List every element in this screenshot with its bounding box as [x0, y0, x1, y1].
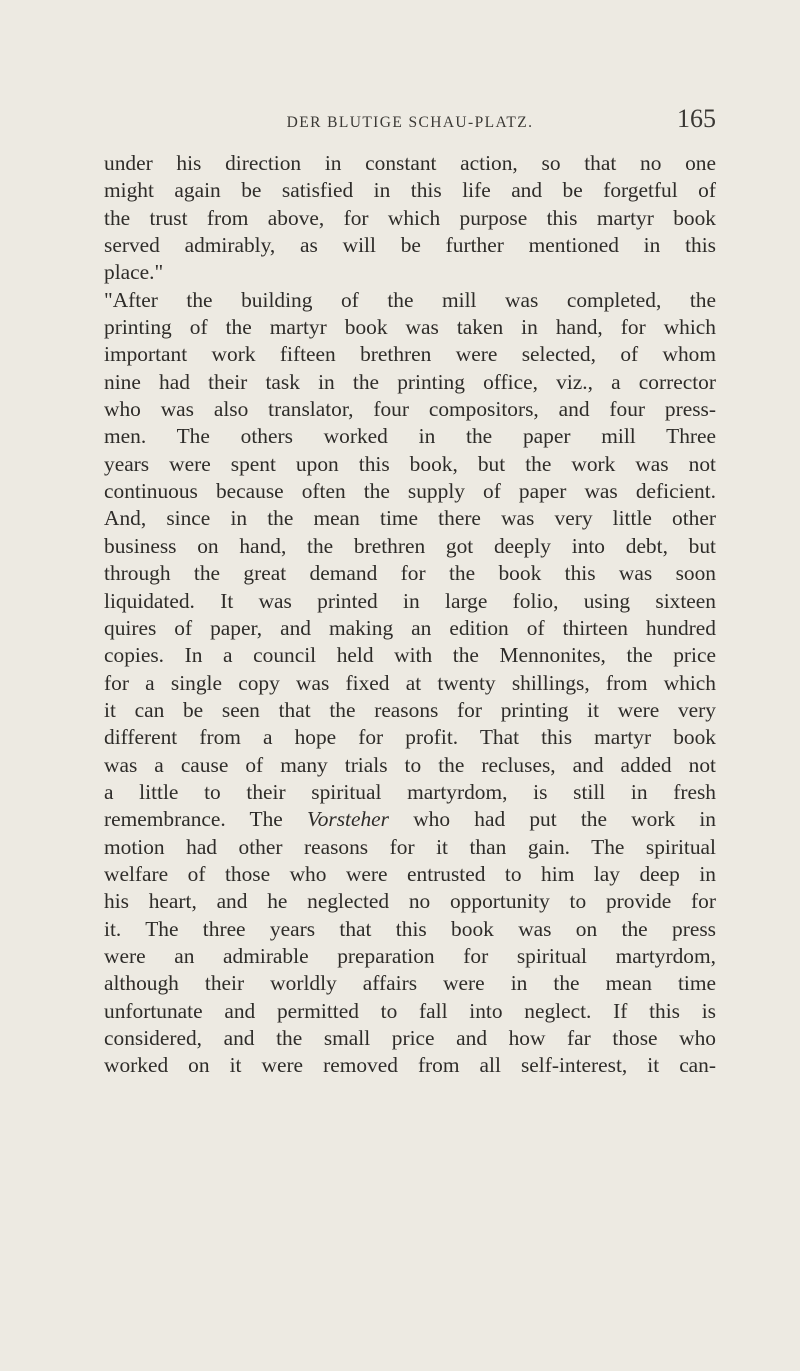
text-line: considered, and the small price and how far those who — [104, 1026, 716, 1050]
text-line: place." — [104, 260, 164, 285]
text-line: who was also translator, four compositors, and four press- — [104, 397, 716, 422]
text-line: continuous because often the supply of paper was deficient. — [104, 479, 716, 504]
text-line: was a cause of many trials to the recluses, and added not — [104, 752, 716, 777]
page-number: 165 — [677, 104, 716, 133]
text-line: And, since in the mean time there was very little other — [104, 506, 716, 531]
text-segment: remembrance. The — [104, 807, 283, 832]
text-line: "After the building of the mill was completed, the — [104, 287, 716, 312]
text-line: it. The three years that this book was on the press — [104, 916, 716, 941]
body-text — [104, 150, 716, 1080]
text-line: copies. In a council held with the Mennonites, the price — [104, 643, 716, 668]
text-line-with-italic — [104, 806, 716, 833]
text-line: served admirably, as will be further mentioned in this — [104, 233, 716, 258]
text-line: worked on it were removed from all self-interest, it can- — [104, 1053, 716, 1078]
running-title: DER BLUTIGE SCHAU-PLATZ. — [286, 114, 534, 131]
text-line: through the great demand for the book this was soon — [104, 561, 716, 586]
text-line: were an admirable preparation for spiritual martyrdom, — [104, 943, 716, 968]
text-line: the trust from above, for which purpose this martyr book — [104, 205, 716, 230]
text-line: printing of the martyr book was taken in hand, for which — [104, 315, 716, 340]
text-line: welfare of those who were entrusted to him lay deep in — [104, 861, 716, 886]
text-segment: who had put the work in — [413, 807, 716, 832]
text-line: nine had their task in the printing office, viz., a corrector — [104, 369, 716, 394]
text-line: it can be seen that the reasons for printing it were very — [104, 697, 716, 722]
text-line: might again be satisfied in this life and be forgetful of — [104, 178, 716, 203]
text-line: for a single copy was fixed at twenty shillings, from which — [104, 670, 716, 695]
text-line: his heart, and he neglected no opportunity to provide for — [104, 889, 716, 914]
text-line: men. The others worked in the paper mill Three — [104, 424, 716, 449]
text-line: liquidated. It was printed in large folio, using sixteen — [104, 588, 716, 613]
text-line: different from a hope for profit. That this martyr book — [104, 725, 716, 750]
running-head — [104, 104, 716, 144]
text-line: quires of paper, and making an edition of thirteen hundred — [104, 615, 716, 640]
text-line: a little to their spiritual martyrdom, is still in fresh — [104, 779, 716, 804]
text-line: under his direction in constant action, so that no one — [104, 151, 716, 175]
text-line: business on hand, the brethren got deeply into debt, but — [104, 533, 716, 558]
text-line: years were spent upon this book, but the work was not — [104, 451, 716, 476]
text-line: motion had other reasons for it than gain. The spiritual — [104, 834, 716, 859]
text-line: unfortunate and permitted to fall into neglect. If this is — [104, 998, 716, 1023]
text-line: although their worldly affairs were in the mean time — [104, 971, 716, 996]
text-line: important work fifteen brethren were selected, of whom — [104, 342, 716, 367]
italic-term: Vorsteher — [307, 807, 390, 832]
